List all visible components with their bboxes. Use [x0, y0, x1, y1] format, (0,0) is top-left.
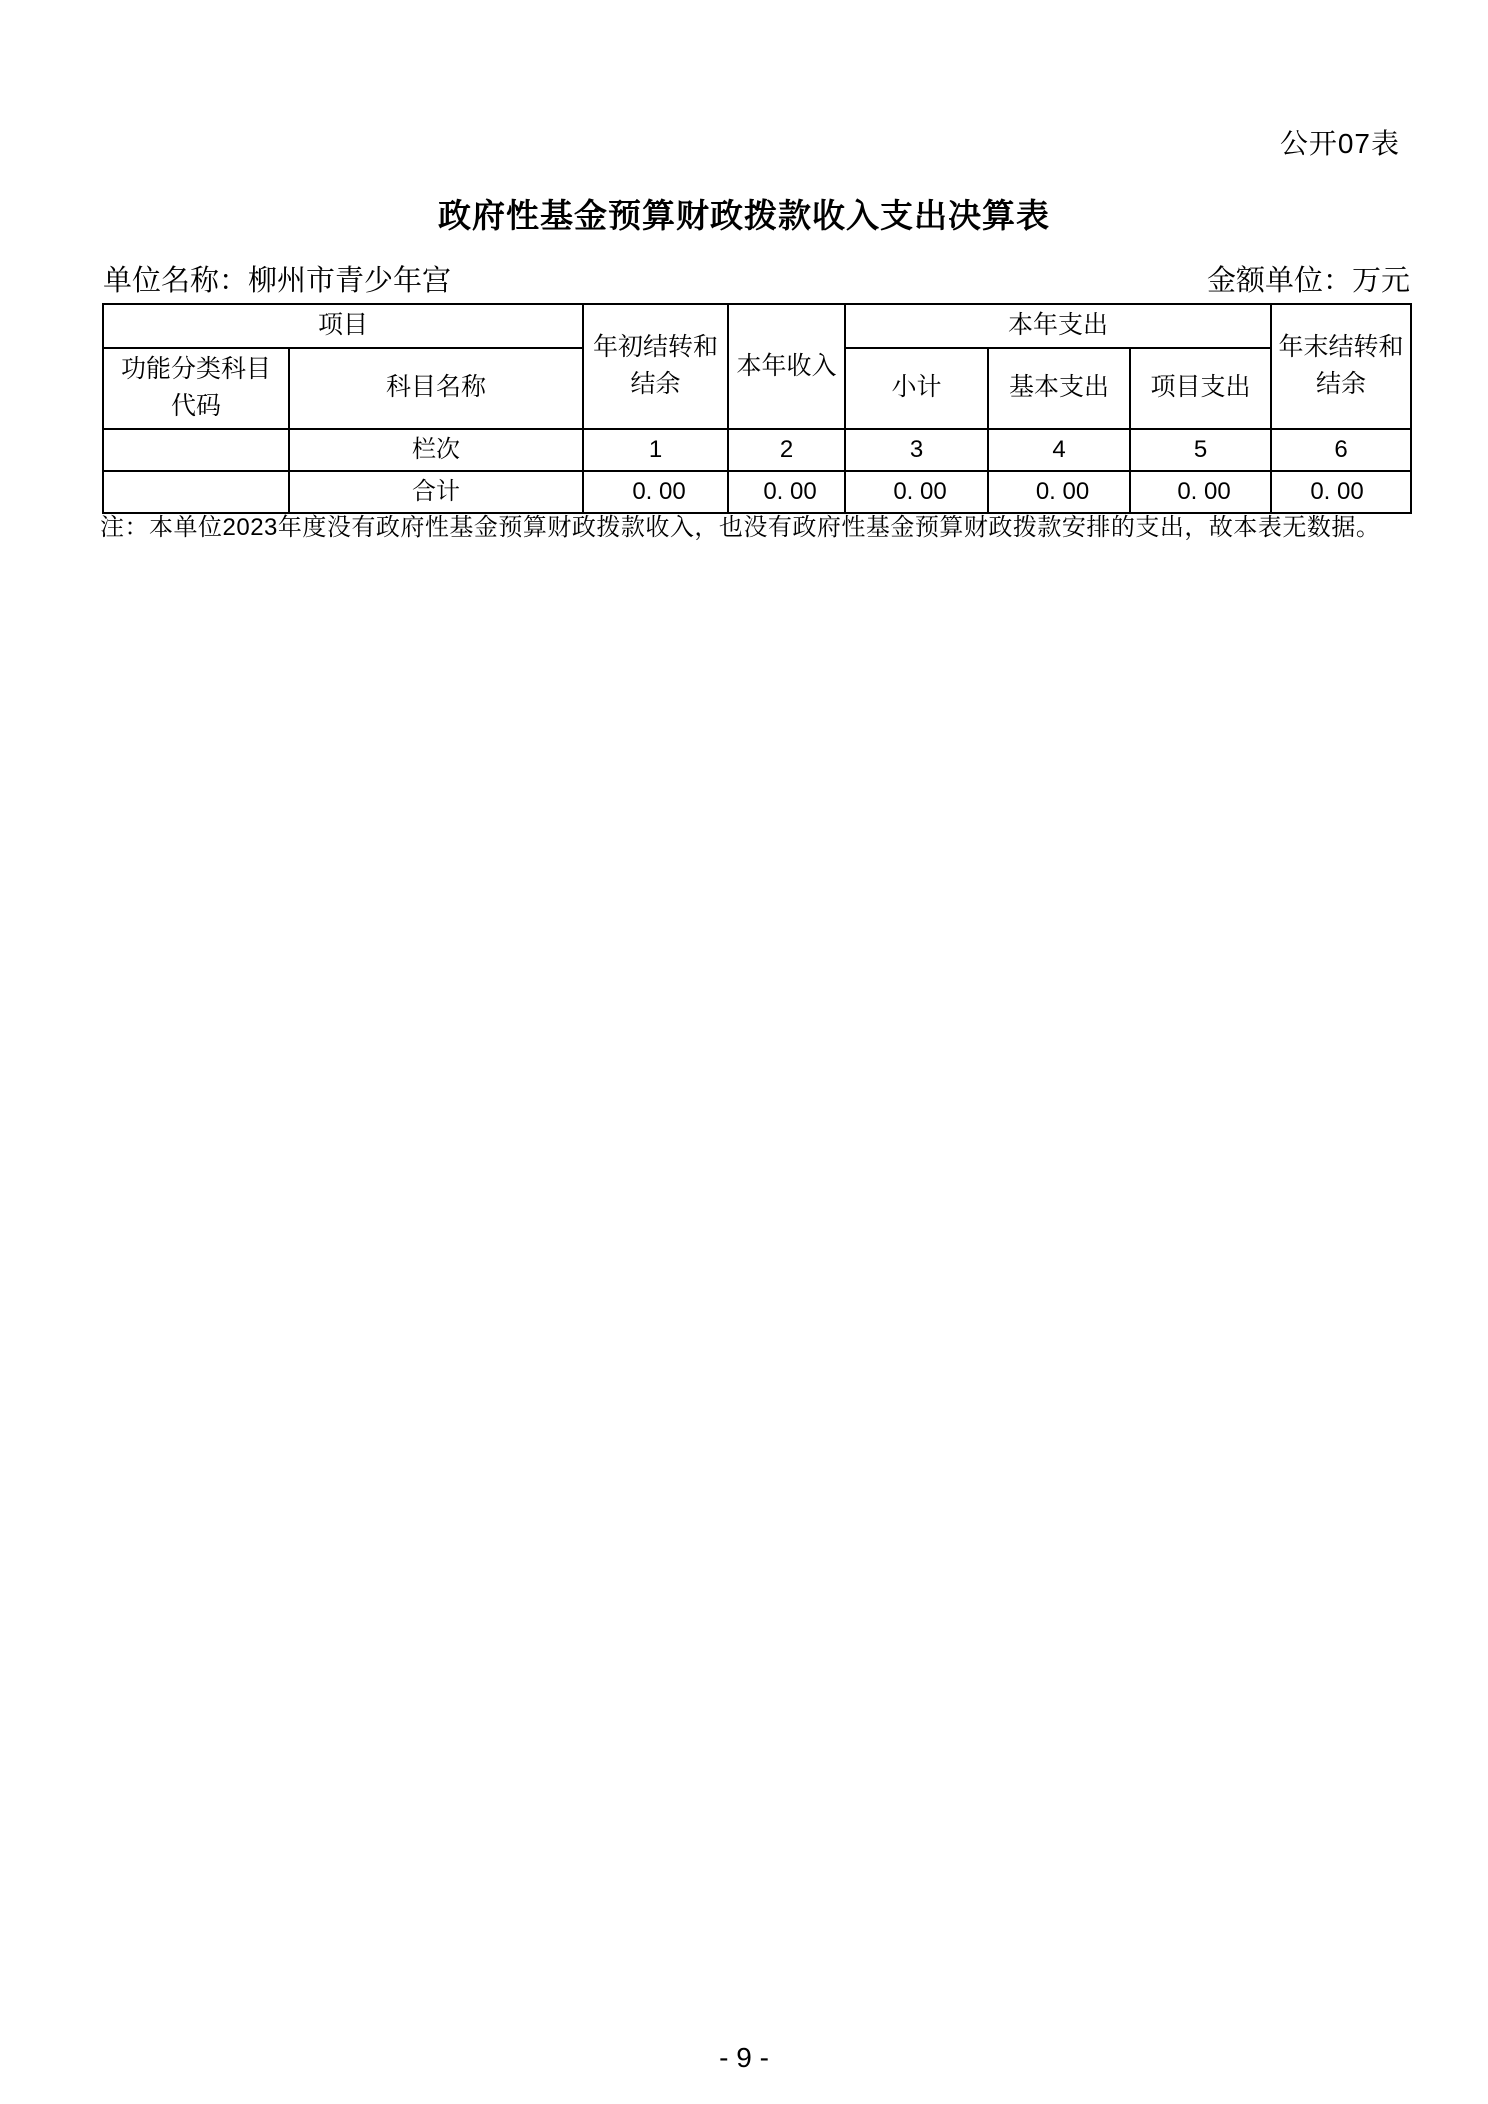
- column-index-3: 3: [845, 429, 988, 471]
- column-index-label: 栏次: [289, 429, 583, 471]
- header-year-expense: 本年支出: [845, 304, 1271, 348]
- fund-budget-final-accounts-table: [102, 303, 1412, 514]
- unit-name-label: 单位名称：柳州市青少年宫: [103, 265, 452, 297]
- header-year-income: 本年收入: [728, 304, 845, 429]
- total-label: 合计: [289, 471, 583, 513]
- form-number-label: 公开07表: [1279, 128, 1400, 159]
- header-project: 项目: [103, 304, 583, 348]
- total-basic-expense: 0. 00: [988, 471, 1130, 513]
- table-meta-row: [103, 258, 1410, 299]
- page-title: 政府性基金预算财政拨款收入支出决算表: [438, 197, 1050, 234]
- header-basic-expense: 基本支出: [988, 348, 1130, 429]
- column-index-row: [103, 429, 1411, 471]
- column-index-6: 6: [1271, 429, 1411, 471]
- header-subject-name: 科目名称: [289, 348, 583, 429]
- page-number: - 9 -: [719, 2042, 769, 2073]
- total-end-balance: 0. 00: [1271, 471, 1411, 513]
- column-index-4: 4: [988, 429, 1130, 471]
- table-footnote: 注：本单位2023年度没有政府性基金预算财政拨款收入，也没有政府性基金预算财政拨款安排的支出，故本表无数据。: [100, 514, 1381, 541]
- column-index-2: 2: [728, 429, 845, 471]
- column-index-1: 1: [583, 429, 728, 471]
- column-index-5: 5: [1130, 429, 1271, 471]
- total-begin-balance: 0. 00: [583, 471, 728, 513]
- header-project-expense: 项目支出: [1130, 348, 1271, 429]
- column-index-empty-cell: [103, 429, 289, 471]
- total-year-income: 0. 00: [728, 471, 845, 513]
- header-row-1: [103, 304, 1411, 348]
- header-end-balance: 年末结转和结余: [1271, 304, 1411, 429]
- header-begin-balance: 年初结转和结余: [583, 304, 728, 429]
- total-project-expense: 0. 00: [1130, 471, 1271, 513]
- header-func-code: 功能分类科目代码: [103, 348, 289, 429]
- header-subtotal: 小计: [845, 348, 988, 429]
- total-subtotal: 0. 00: [845, 471, 988, 513]
- amount-unit-label: 金额单位：万元: [1206, 265, 1410, 297]
